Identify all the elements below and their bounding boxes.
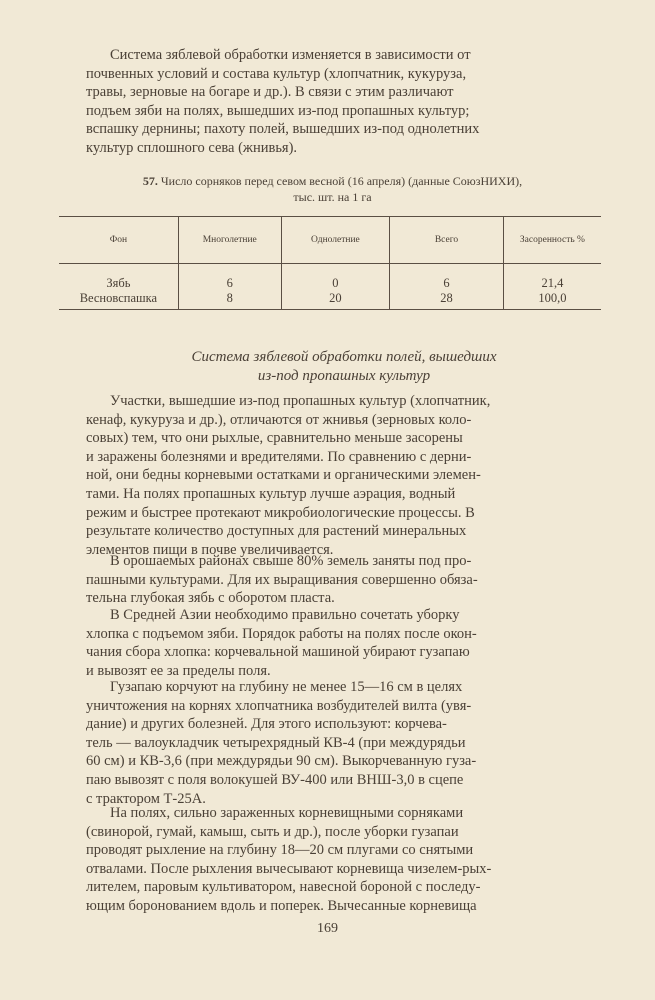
text-line: тами. На полях пропашных культур лучше аэрация, водный [86,485,456,502]
table-row [59,291,601,310]
text-line: 60 см) и КВ-3,6 (при междурядьи 90 см). Выкорчеванную гуза- [86,753,477,770]
text-line: На полях, сильно зараженных корневищными сорняками [110,805,464,821]
column-header: Однолетние [281,217,389,264]
text-line: элементов пищи в почве увеличивается. [86,541,334,558]
text-line: Участки, вышедшие из-под пропашных культур (хлопчатник, [110,393,491,409]
body-paragraph [86,804,602,916]
body-paragraph [86,606,602,680]
table-cell: 6 [390,264,504,292]
section-title [86,348,602,386]
text-line: культур сплошного сева (жнивья). [86,139,298,156]
column-header: Всего [390,217,504,264]
text-line: В орошаемых районах свыше 80% земель заняты под про- [110,553,472,569]
text-line: паю вывозят с поля волокушей ВУ-400 или ВНШ-3,0 в сцепе [86,771,464,788]
table-cell: 28 [390,291,504,310]
text-line: уничтожения на корнях хлопчатника возбудителей вилта (увя- [86,697,472,714]
intro-paragraph [86,46,602,158]
text-line: почвенных условий и состава культур (хлопчатник, кукуруза, [86,65,467,82]
text-line: травы, зерновые на богаре и др.). В связи с этим различают [86,84,454,101]
text-line: Система зяблевой обработки изменяется в зависимости от [110,47,471,63]
text-line: тельна глубокая зябь с оборотом пласта. [86,590,335,607]
body-paragraph [86,552,602,608]
column-header: Многолетние [178,217,281,264]
table-cell: 21,4 [541,276,564,290]
table-cell: Весновспашка [59,291,178,310]
text-line: В Средней Азии необходимо правильно сочетать уборку [110,607,460,623]
table-number: 57. [142,174,158,188]
text-line: совых) тем, что они рыхлые, сравнительно меньше засорены [86,430,463,447]
table-caption [60,173,605,205]
page-number: 169 [317,921,338,936]
text-line: Гузапаю корчуют на глубину не менее 15—16 см в целях [110,679,463,695]
text-line: результате количество доступных для растений минеральных [86,523,467,540]
table-header-row [59,217,601,264]
text-line: ной, они бедны корневыми остатками и органическими элемен- [86,467,481,484]
text-line: тель — валоукладчик четырехрядный КВ-4 (при междурядьи [86,734,466,751]
body-paragraph [86,392,602,559]
table-cell: Зябь [59,264,178,292]
text-line: с трактором Т-25А. [86,790,206,807]
section-title-line2: из-под пропашных культур [257,368,431,384]
text-line: хлопка с подъемом зяби. Порядок работы на полях после окон- [86,625,477,642]
table-cell: 8 [178,291,281,310]
text-line: отвалами. После рыхления вычесывают корневища чизелем-рых- [86,860,492,877]
text-line: чания сбора хлопка: корчевальной машиной убирают гузапаю [86,644,470,661]
weeds-table [59,216,601,310]
table-cell: 100,0 [503,291,601,310]
text-line: лителем, паровым культиватором, навесной бороной с последу- [86,879,481,896]
text-line: вспашку дернины; пахоту полей, вышедших из-под однолетних [86,121,480,138]
body-paragraph [86,678,602,808]
section-title-line1: Система зяблевой обработки полей, вышедших [191,349,497,365]
text-line: проводят рыхление на глубину 18—20 см плугами со снятыми [86,842,474,859]
text-line: подъем зяби на полях, вышедших из-под пропашных культур; [86,102,470,119]
text-line: пашными культурами. Для их выращивания совершенно обяза- [86,571,478,588]
table-cell: 0 [281,264,389,292]
table-row [59,264,601,292]
text-line: и вывозят ее за пределы поля. [86,662,271,679]
table-caption-line2: тыс. шт. на 1 га [293,190,372,204]
table-caption-line1: Число сорняков перед севом весной (16 апреля) (данные СоюзНИХИ), [160,174,523,188]
table-cell: 6 [178,264,281,292]
text-line: и заражены болезнями и вредителями. По сравнению с дерни- [86,448,472,465]
text-line: ющим боронованием вдоль и поперек. Вычесанные корневища [86,897,477,914]
column-header: Засоренность % [503,217,601,264]
text-line: режим и быстрее протекают микробиологические процессы. В [86,504,475,521]
text-line: дание) и других болезней. Для этого используют: корчева- [86,716,447,733]
text-line: кенаф, кукуруза и др.), отличаются от жнивья (зерновых коло- [86,411,472,428]
text-line: (свинорой, гумай, камыш, сыть и др.), после уборки гузапаи [86,823,459,840]
table-cell: 20 [281,291,389,310]
column-header: Фон [59,217,178,264]
